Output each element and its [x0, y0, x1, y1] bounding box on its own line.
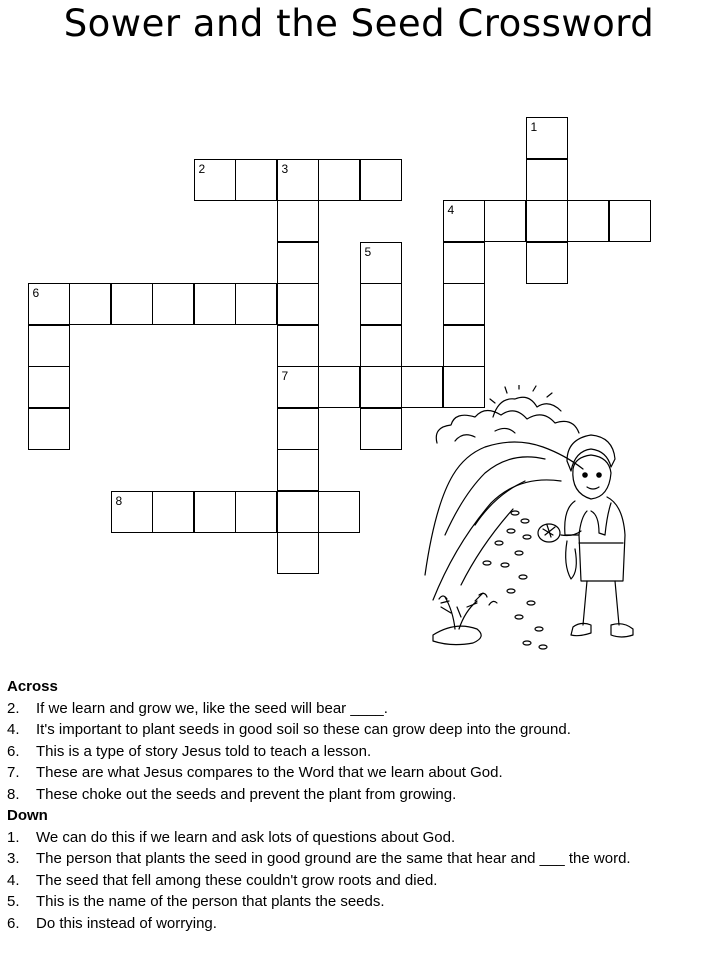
clue-text: These choke out the seeds and prevent the plant from growing. — [36, 785, 457, 803]
down-heading: Down — [7, 807, 48, 824]
down-clues — [7, 827, 712, 935]
grid-cell[interactable] — [277, 491, 319, 533]
grid-cell[interactable] — [484, 200, 526, 242]
clue-number: 8. — [7, 785, 20, 803]
grid-cell[interactable] — [69, 283, 111, 325]
grid-cell[interactable] — [235, 491, 277, 533]
clue-number: 3 — [281, 161, 289, 176]
across-heading: Across — [7, 678, 58, 695]
grid-cell[interactable] — [111, 283, 153, 325]
clue-text: These are what Jesus compares to the Word that we learn about God. — [36, 764, 503, 781]
sower-illustration-icon — [415, 385, 645, 660]
across-clues — [7, 698, 712, 806]
grid-cell[interactable] — [526, 117, 568, 159]
grid-cell[interactable] — [567, 200, 609, 242]
grid-cell[interactable] — [443, 242, 485, 284]
grid-cell[interactable] — [277, 366, 319, 408]
clue-number: 7 — [281, 369, 289, 383]
clue-text: This is a type of story Jesus told to teach a lesson. — [36, 742, 372, 760]
grid-cell[interactable] — [28, 408, 70, 450]
grid-cell[interactable] — [609, 200, 651, 242]
clue-text: If we learn and grow we, like the seed will bear ____. — [36, 699, 388, 717]
down-clue — [7, 827, 712, 849]
grid-cell[interactable] — [526, 242, 568, 284]
grid-cell[interactable] — [443, 325, 485, 367]
grid-cell[interactable] — [194, 491, 236, 533]
grid-cell[interactable] — [277, 242, 319, 284]
grid-cell[interactable] — [360, 366, 402, 408]
down-clue — [7, 870, 712, 892]
grid-cell[interactable] — [152, 283, 194, 325]
grid-cell[interactable] — [235, 159, 277, 201]
across-clue — [7, 741, 712, 763]
grid-cell[interactable] — [194, 283, 236, 325]
grid-cell[interactable] — [360, 159, 402, 201]
clue-number: 6. — [7, 742, 20, 760]
down-clue — [7, 891, 712, 913]
grid-cell[interactable] — [28, 366, 70, 408]
clue-text: The seed that fell among these couldn't grow roots and died. — [36, 871, 438, 889]
grid-cell[interactable] — [526, 159, 568, 201]
clue-number: 8 — [115, 493, 123, 508]
clue-number: 5. — [7, 893, 20, 910]
clue-number: 1. — [7, 828, 20, 846]
clue-number: 6 — [32, 286, 40, 300]
grid-cell[interactable] — [277, 283, 319, 325]
grid-cell[interactable] — [111, 491, 153, 533]
grid-cell[interactable] — [152, 491, 194, 533]
clue-number: 3. — [7, 850, 20, 867]
grid-cell[interactable] — [28, 325, 70, 367]
clue-number: 4. — [7, 721, 20, 738]
grid-cell[interactable] — [360, 283, 402, 325]
clue-text: It's important to plant seeds in good soil so these can grow deep into the ground. — [36, 721, 571, 738]
clue-number: 4 — [447, 203, 455, 217]
grid-cell[interactable] — [360, 408, 402, 450]
clue-number: 5 — [364, 244, 372, 259]
down-clue — [7, 848, 712, 870]
down-clue — [7, 913, 712, 935]
grid-cell[interactable] — [235, 283, 277, 325]
across-clue — [7, 698, 712, 720]
grid-cell[interactable] — [277, 532, 319, 574]
across-clue — [7, 719, 712, 741]
clue-text: The person that plants the seed in good ground are the same that hear and ___ the word. — [36, 850, 631, 867]
grid-cell[interactable] — [360, 242, 402, 284]
across-clue — [7, 784, 712, 806]
grid-cell[interactable] — [277, 325, 319, 367]
grid-cell[interactable] — [194, 159, 236, 201]
clue-text: Do this instead of worrying. — [36, 914, 217, 932]
grid-cell[interactable] — [443, 283, 485, 325]
clue-text: This is the name of the person that plants the seeds. — [36, 893, 385, 910]
clue-number: 7. — [7, 764, 20, 781]
grid-cell[interactable] — [360, 325, 402, 367]
page-title: Sower and the Seed Crossword — [63, 2, 655, 45]
clue-number: 2 — [198, 161, 206, 176]
grid-cell[interactable] — [277, 408, 319, 450]
grid-cell[interactable] — [28, 283, 70, 325]
grid-cell[interactable] — [318, 491, 360, 533]
grid-cell[interactable] — [526, 200, 568, 242]
clue-list — [7, 676, 712, 934]
clue-number: 4. — [7, 871, 20, 889]
clue-number: 6. — [7, 914, 20, 932]
clue-text: We can do this if we learn and ask lots of questions about God. — [36, 828, 456, 846]
across-clue — [7, 762, 712, 784]
grid-cell[interactable] — [277, 159, 319, 201]
grid-cell[interactable] — [277, 449, 319, 491]
clue-number: 2. — [7, 699, 20, 717]
grid-cell[interactable] — [318, 366, 360, 408]
grid-cell[interactable] — [443, 200, 485, 242]
clue-number: 1 — [530, 120, 538, 134]
grid-cell[interactable] — [277, 200, 319, 242]
grid-cell[interactable] — [318, 159, 360, 201]
